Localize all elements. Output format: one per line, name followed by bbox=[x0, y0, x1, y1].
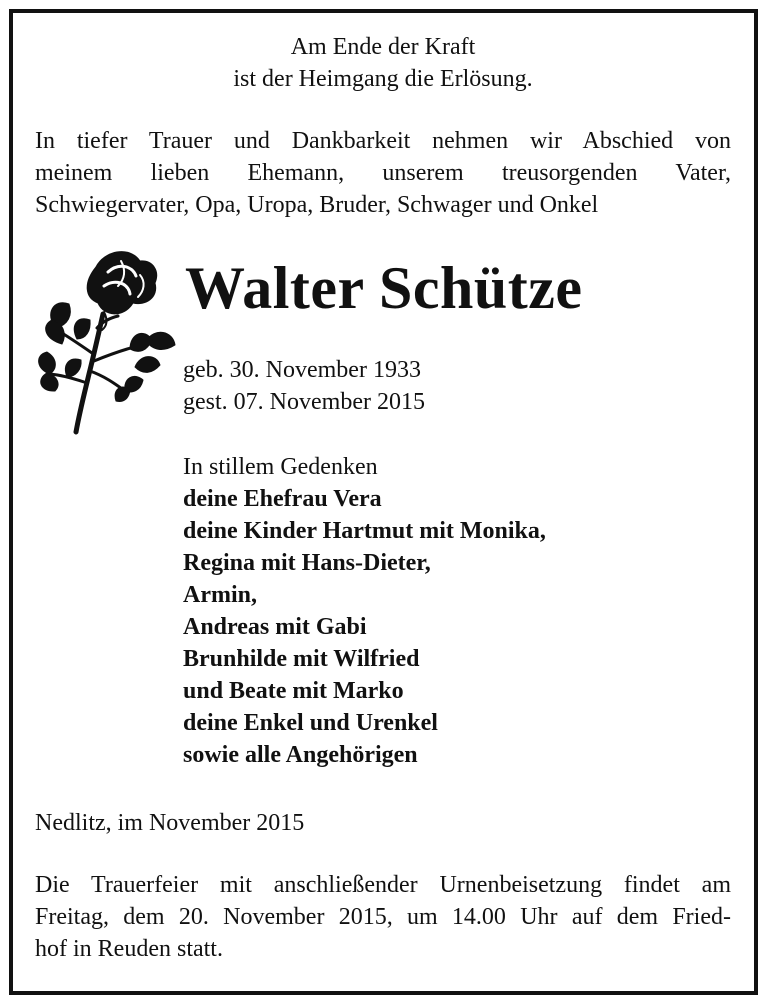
mourner-line: Armin, bbox=[183, 582, 257, 608]
funeral-line-3: hof in Reuden statt. bbox=[35, 936, 223, 962]
funeral-line-1: Die Trauerfeier mit anschließender Urnenbeisetzung findet am bbox=[35, 872, 731, 898]
intro-line-3: Schwiegervater, Opa, Uropa, Bruder, Schwager und Onkel bbox=[35, 192, 599, 218]
intro-text bbox=[35, 125, 731, 221]
deceased-name: Walter Schütze bbox=[185, 255, 583, 321]
mourner-line: Brunhilde mit Wilfried bbox=[183, 646, 420, 672]
funeral-line-2: Freitag, dem 20. November 2015, um 14.00 Uhr auf dem Fried- bbox=[35, 904, 731, 930]
intro-line-2: meinem lieben Ehemann, unserem treusorgenden Vater, bbox=[35, 160, 731, 186]
mourner-line: deine Kinder Hartmut mit Monika, bbox=[183, 518, 546, 544]
rose-icon bbox=[34, 248, 176, 436]
funeral-info bbox=[35, 869, 731, 965]
mourners-intro: In stillem Gedenken bbox=[183, 454, 378, 480]
place-date: Nedlitz, im November 2015 bbox=[35, 810, 305, 836]
mourner-line: Andreas mit Gabi bbox=[183, 614, 367, 640]
motto-line-1: Am Ende der Kraft bbox=[290, 34, 476, 60]
mourner-line: deine Ehefrau Vera bbox=[183, 486, 382, 512]
birth-date: geb. 30. November 1933 bbox=[183, 357, 421, 383]
mourner-line: sowie alle Angehörigen bbox=[183, 742, 418, 768]
mourner-line: deine Enkel und Urenkel bbox=[183, 710, 438, 736]
death-date: gest. 07. November 2015 bbox=[183, 389, 425, 415]
mourner-line: Regina mit Hans-Dieter, bbox=[183, 550, 431, 576]
mourner-line: und Beate mit Marko bbox=[183, 678, 404, 704]
intro-line-1: In tiefer Trauer und Dankbarkeit nehmen wir Abschied von bbox=[35, 128, 731, 154]
motto-line-2: ist der Heimgang die Erlösung. bbox=[233, 66, 533, 92]
